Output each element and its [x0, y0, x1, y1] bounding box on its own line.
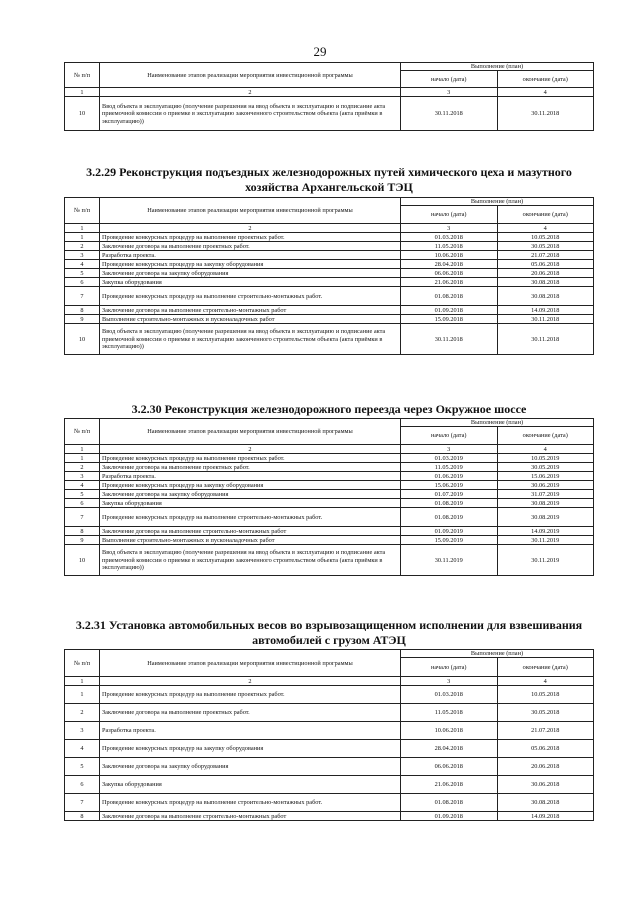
row-stage-name: Заключение договора на закупку оборудования: [100, 269, 401, 278]
row-stage-name: Проведение конкурсных процедур на выполнение строительно-монтажных работ.: [100, 287, 401, 306]
index-cell: 2: [100, 224, 401, 233]
row-start-date: 01.09.2018: [401, 812, 498, 821]
row-stage-name: Проведение конкурсных процедур на закупку оборудования: [100, 481, 401, 490]
row-end-date: 10.05.2018: [497, 233, 594, 242]
row-stage-name: Проведение конкурсных процедур на выполнение строительно-монтажных работ.: [100, 508, 401, 527]
row-stage-name: Заключение договора на выполнение проектных работ.: [100, 704, 401, 722]
row-number: 2: [65, 704, 100, 722]
row-number: 4: [65, 740, 100, 758]
index-cell: 2: [100, 88, 401, 97]
row-stage-name: Ввод объекта в эксплуатацию (получение разрешения на ввод объекта в эксплуатацию и подписание акта приемочной комиссии о приемке в эксплуатацию законченного строительством объекта (акта приёмки в эксплуатацию)): [100, 324, 401, 355]
header-end: окончание (дата): [497, 206, 594, 224]
index-cell: 4: [497, 224, 594, 233]
table-header-row: [65, 63, 594, 71]
row-stage-name: Разработка проекта.: [100, 251, 401, 260]
row-number: 7: [65, 508, 100, 527]
row-stage-name: Заключение договора на выполнение строительно-монтажных работ: [100, 527, 401, 536]
index-cell: 3: [401, 88, 498, 97]
index-cell: 1: [65, 677, 100, 686]
row-stage-name: Проведение конкурсных процедур на выполнение проектных работ.: [100, 686, 401, 704]
header-execution: Выполнение (план): [401, 419, 594, 427]
row-number: 5: [65, 758, 100, 776]
row-number: 5: [65, 269, 100, 278]
header-num: № п/п: [65, 419, 100, 445]
index-cell: 1: [65, 445, 100, 454]
index-cell: 4: [497, 445, 594, 454]
row-start-date: 01.07.2019: [401, 490, 498, 499]
row-number: 10: [65, 545, 100, 576]
row-number: 7: [65, 794, 100, 812]
table-row: [65, 269, 594, 278]
table-row: [65, 758, 594, 776]
table-row: [65, 722, 594, 740]
row-start-date: 06.06.2018: [401, 269, 498, 278]
row-end-date: 31.07.2019: [497, 490, 594, 499]
row-number: 1: [65, 233, 100, 242]
row-start-date: 11.05.2018: [401, 242, 498, 251]
header-start: начало (дата): [401, 206, 498, 224]
row-stage-name: Ввод объекта в эксплуатацию (получение разрешения на ввод объекта в эксплуатацию и подписание акта приемочной комиссии о приемке в эксплуатацию законченного строительством объекта (акта приёмки в эксплуатацию)): [100, 97, 401, 131]
row-stage-name: Заключение договора на закупку оборудования: [100, 758, 401, 776]
row-start-date: 30.11.2018: [401, 324, 498, 355]
row-end-date: 30.06.2019: [497, 481, 594, 490]
column-index-row: [65, 224, 594, 233]
table-row: [65, 536, 594, 545]
row-start-date: 01.08.2019: [401, 508, 498, 527]
row-end-date: 21.07.2018: [497, 722, 594, 740]
table-row: [65, 740, 594, 758]
row-stage-name: Выполнение строительно-монтажных и пусконаладочных работ: [100, 315, 401, 324]
row-end-date: 05.06.2018: [497, 740, 594, 758]
row-end-date: 30.08.2018: [497, 794, 594, 812]
row-start-date: 28.04.2018: [401, 260, 498, 269]
row-number: 6: [65, 499, 100, 508]
header-name: Наименование этапов реализации мероприятия инвестиционной программы: [100, 198, 401, 224]
row-start-date: 15.09.2019: [401, 536, 498, 545]
index-cell: 4: [497, 88, 594, 97]
row-start-date: 01.08.2018: [401, 794, 498, 812]
row-number: 10: [65, 324, 100, 355]
row-end-date: 30.08.2019: [497, 499, 594, 508]
table-row: [65, 490, 594, 499]
table-row: [65, 260, 594, 269]
page-number: 29: [313, 44, 327, 59]
table-row: [65, 508, 594, 527]
row-end-date: 30.05.2019: [497, 463, 594, 472]
row-number: 6: [65, 278, 100, 287]
row-stage-name: Проведение конкурсных процедур на выполнение проектных работ.: [100, 233, 401, 242]
header-start: начало (дата): [401, 658, 498, 677]
row-start-date: 28.04.2018: [401, 740, 498, 758]
row-start-date: 01.09.2019: [401, 527, 498, 536]
row-stage-name: Проведение конкурсных процедур на закупку оборудования: [100, 260, 401, 269]
row-start-date: 01.08.2019: [401, 499, 498, 508]
row-number: 9: [65, 536, 100, 545]
stages-table-3-2-30: [64, 418, 594, 576]
row-start-date: 01.03.2018: [401, 686, 498, 704]
header-execution: Выполнение (план): [401, 650, 594, 658]
row-stage-name: Закупка оборудования: [100, 278, 401, 287]
row-start-date: 21.06.2018: [401, 278, 498, 287]
table-row: [65, 454, 594, 463]
index-cell: 2: [100, 677, 401, 686]
row-stage-name: Проведение конкурсных процедур на выполнение строительно-монтажных работ.: [100, 794, 401, 812]
row-stage-name: Заключение договора на выполнение проектных работ.: [100, 463, 401, 472]
row-start-date: 30.11.2018: [401, 97, 498, 131]
column-index-row: [65, 88, 594, 97]
row-stage-name: Проведение конкурсных процедур на закупку оборудования: [100, 740, 401, 758]
table-row: [65, 812, 594, 821]
row-end-date: 30.08.2018: [497, 287, 594, 306]
stages-table-3-2-29: [64, 197, 594, 355]
table-row: [65, 324, 594, 355]
table-row: [65, 306, 594, 315]
row-end-date: 30.05.2018: [497, 242, 594, 251]
row-number: 1: [65, 454, 100, 463]
table-row: [65, 251, 594, 260]
table-row: [65, 315, 594, 324]
header-name: Наименование этапов реализации мероприятия инвестиционной программы: [100, 650, 401, 677]
row-end-date: 30.11.2018: [497, 97, 594, 131]
row-end-date: 30.11.2018: [497, 324, 594, 355]
header-execution: Выполнение (план): [401, 198, 594, 206]
row-end-date: 30.11.2018: [497, 315, 594, 324]
row-start-date: 01.03.2019: [401, 454, 498, 463]
table-row: [65, 287, 594, 306]
index-cell: 3: [401, 224, 498, 233]
table-row: [65, 278, 594, 287]
row-end-date: 21.07.2018: [497, 251, 594, 260]
table-row: [65, 686, 594, 704]
row-end-date: 10.05.2018: [497, 686, 594, 704]
table-header-row: [65, 650, 594, 658]
header-start: начало (дата): [401, 427, 498, 445]
row-number: 3: [65, 472, 100, 481]
row-number: 6: [65, 776, 100, 794]
row-stage-name: Разработка проекта.: [100, 472, 401, 481]
row-start-date: 01.03.2018: [401, 233, 498, 242]
header-execution: Выполнение (план): [401, 63, 594, 71]
row-stage-name: Заключение договора на закупку оборудования: [100, 490, 401, 499]
index-cell: 1: [65, 224, 100, 233]
row-stage-name: Заключение договора на выполнение строительно-монтажных работ: [100, 812, 401, 821]
header-end: окончание (дата): [497, 71, 594, 88]
stages-table-continued: [64, 62, 594, 131]
row-start-date: 11.05.2019: [401, 463, 498, 472]
row-start-date: 10.06.2018: [401, 251, 498, 260]
index-cell: 3: [401, 445, 498, 454]
index-cell: 4: [497, 677, 594, 686]
row-number: 5: [65, 490, 100, 499]
row-start-date: 01.08.2018: [401, 287, 498, 306]
row-stage-name: Разработка проекта.: [100, 722, 401, 740]
row-start-date: 01.09.2018: [401, 306, 498, 315]
row-end-date: 15.06.2019: [497, 472, 594, 481]
row-number: 9: [65, 315, 100, 324]
row-end-date: 30.08.2019: [497, 508, 594, 527]
row-start-date: 15.06.2019: [401, 481, 498, 490]
index-cell: 1: [65, 88, 100, 97]
row-stage-name: Выполнение строительно-монтажных и пусконаладочных работ: [100, 536, 401, 545]
column-index-row: [65, 445, 594, 454]
row-end-date: 30.11.2019: [497, 536, 594, 545]
row-end-date: 30.06.2018: [497, 776, 594, 794]
row-number: 3: [65, 251, 100, 260]
row-end-date: 10.05.2019: [497, 454, 594, 463]
row-number: 8: [65, 306, 100, 315]
row-number: 4: [65, 260, 100, 269]
header-start: начало (дата): [401, 71, 498, 88]
row-stage-name: Заключение договора на выполнение строительно-монтажных работ: [100, 306, 401, 315]
header-num: № п/п: [65, 198, 100, 224]
row-stage-name: Закупка оборудования: [100, 776, 401, 794]
table-header-row: [65, 419, 594, 427]
row-number: 1: [65, 686, 100, 704]
row-end-date: 20.06.2018: [497, 269, 594, 278]
header-name: Наименование этапов реализации мероприятия инвестиционной программы: [100, 419, 401, 445]
index-cell: 2: [100, 445, 401, 454]
index-cell: 3: [401, 677, 498, 686]
section-title-3-2-31: 3.2.31 Установка автомобильных весов во взрывозащищенном исполнении для взвешивания автомобилей с грузом АТЭЦ: [75, 618, 583, 647]
table-row: [65, 794, 594, 812]
table-row: [65, 242, 594, 251]
row-end-date: 30.11.2019: [497, 545, 594, 576]
row-stage-name: Закупка оборудования: [100, 499, 401, 508]
stages-table-3-2-31: [64, 649, 594, 821]
header-end: окончание (дата): [497, 658, 594, 677]
row-number: 7: [65, 287, 100, 306]
row-number: 8: [65, 812, 100, 821]
row-number: 2: [65, 242, 100, 251]
row-end-date: 20.06.2018: [497, 758, 594, 776]
row-stage-name: Заключение договора на выполнение проектных работ.: [100, 242, 401, 251]
row-start-date: 11.05.2018: [401, 704, 498, 722]
row-number: 3: [65, 722, 100, 740]
header-num: № п/п: [65, 63, 100, 88]
column-index-row: [65, 677, 594, 686]
table-row: [65, 233, 594, 242]
row-end-date: 14.09.2018: [497, 812, 594, 821]
row-number: 4: [65, 481, 100, 490]
row-stage-name: Ввод объекта в эксплуатацию (получение разрешения на ввод объекта в эксплуатацию и подписание акта приемочной комиссии о приемке в эксплуатацию законченного строительством объекта (акта приёмки в эксплуатацию)): [100, 545, 401, 576]
section-title-3-2-30: 3.2.30 Реконструкция железнодорожного переезда через Окружное шоссе: [131, 402, 527, 416]
table-row: [65, 776, 594, 794]
row-start-date: 01.06.2019: [401, 472, 498, 481]
table-row: [65, 527, 594, 536]
row-end-date: 30.08.2018: [497, 278, 594, 287]
section-title-3-2-29: 3.2.29 Реконструкция подъездных железнодорожных путей химического цеха и мазутного хозяйства Архангельской ТЭЦ: [86, 165, 572, 194]
table-row: [65, 704, 594, 722]
header-num: № п/п: [65, 650, 100, 677]
row-stage-name: Проведение конкурсных процедур на выполнение проектных работ.: [100, 454, 401, 463]
table-row: [65, 499, 594, 508]
table-row: [65, 472, 594, 481]
row-start-date: 21.06.2018: [401, 776, 498, 794]
header-end: окончание (дата): [497, 427, 594, 445]
header-name: Наименование этапов реализации мероприятия инвестиционной программы: [100, 63, 401, 88]
row-number: 8: [65, 527, 100, 536]
row-start-date: 15.09.2018: [401, 315, 498, 324]
row-end-date: 14.09.2018: [497, 306, 594, 315]
row-end-date: 14.09.2019: [497, 527, 594, 536]
row-number: 10: [65, 97, 100, 131]
row-start-date: 30.11.2019: [401, 545, 498, 576]
row-number: 2: [65, 463, 100, 472]
row-start-date: 06.06.2018: [401, 758, 498, 776]
row-end-date: 05.06.2018: [497, 260, 594, 269]
table-row: [65, 97, 594, 131]
table-row: [65, 545, 594, 576]
table-header-row: [65, 198, 594, 206]
row-start-date: 10.06.2018: [401, 722, 498, 740]
row-end-date: 30.05.2018: [497, 704, 594, 722]
table-row: [65, 463, 594, 472]
table-row: [65, 481, 594, 490]
